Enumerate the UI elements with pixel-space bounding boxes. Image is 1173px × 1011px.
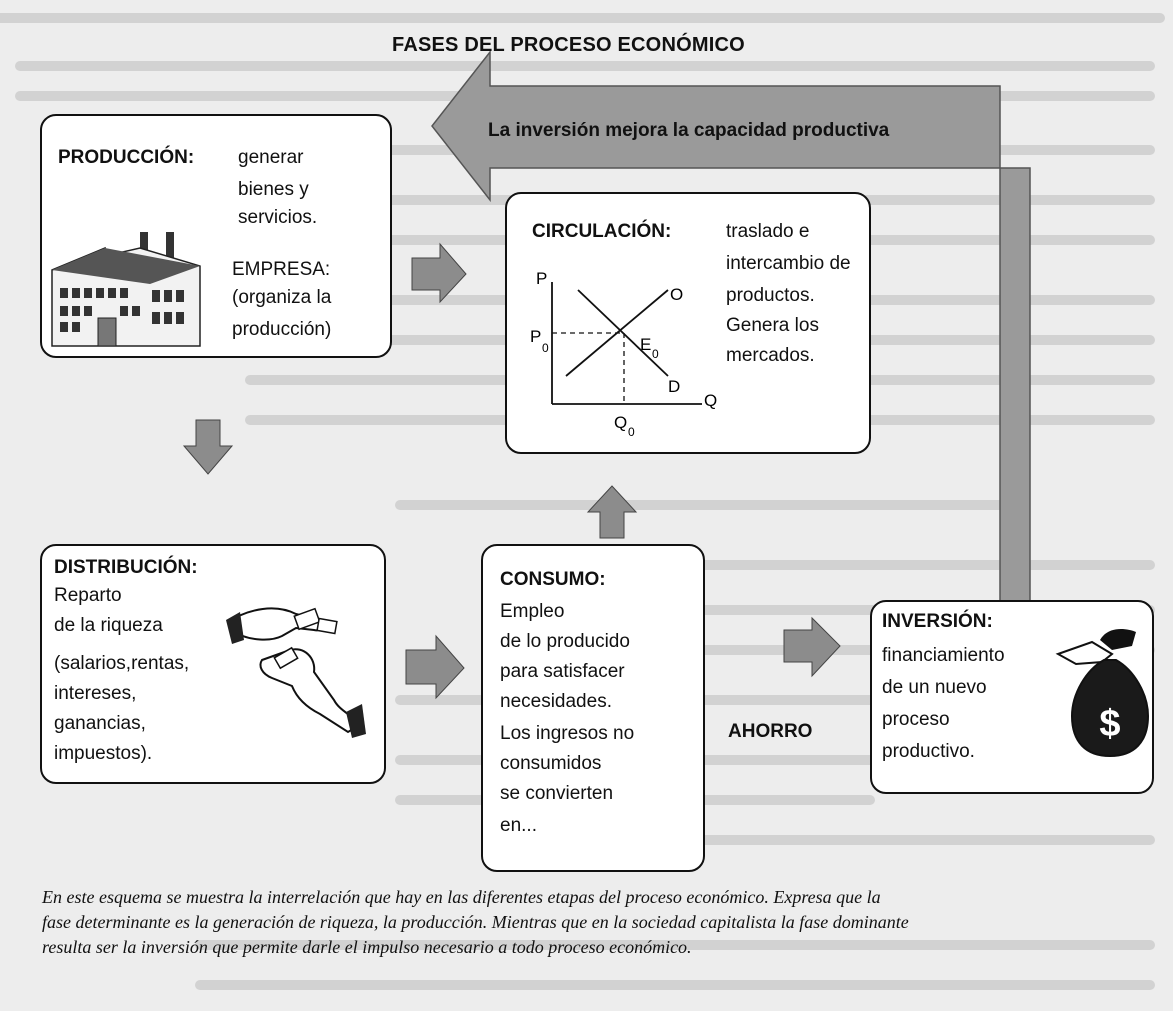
investment-line: productivo. [882,741,975,762]
investment-line: financiamiento [882,645,1005,666]
distribution-heading: DISTRIBUCIÓN: [54,557,198,578]
production-line: servicios. [238,207,318,228]
company-line: (organiza la [232,287,332,308]
label-d: D [668,377,681,396]
company-line: producción) [232,319,332,340]
consumption-line: se convierten [500,783,614,804]
distribution-line: (salarios,rentas, [54,653,190,674]
caption-line: resulta ser la inversión que permite darle el impulso necesario a todo proceso económico. [42,937,692,957]
label-q0: Q [614,413,628,432]
label-p0-sub: 0 [542,341,549,355]
distribution-line: de la riqueza [54,615,163,636]
page-title: FASES DEL PROCESO ECONÓMICO [392,34,745,56]
feedback-arrow-label: La inversión mejora la capacidad productiva [488,120,890,141]
production-heading: PRODUCCIÓN: [58,147,195,168]
label-p0: P [530,327,542,346]
consumption-line: Empleo [500,601,565,622]
caption-line: En este esquema se muestra la interrelación que hay en las diferentes etapas del proceso económico. Expresa que la [42,887,881,907]
label-q: Q [704,391,718,410]
production-line: bienes y [238,179,309,200]
label-o: O [670,285,684,304]
consumption-line: para satisfacer [500,661,625,682]
label-e0: E [640,335,652,354]
circulation-line: mercados. [726,345,815,366]
label-q0-sub: 0 [628,425,635,439]
circulation-line: productos. [726,285,815,306]
consumption-line: necesidades. [500,691,612,712]
distribution-line: ganancias, [54,713,146,734]
dollar-sign: $ [1099,703,1121,745]
consumption-line: Los ingresos no [500,723,635,744]
distribution-line: intereses, [54,683,137,704]
caption-line: fase determinante es la generación de riqueza, la producción. Mientras que en la sociedad capitalista la fase dominante [42,912,909,932]
consumption-line: consumidos [500,753,602,774]
investment-line: de un nuevo [882,677,987,698]
saving-label: AHORRO [728,721,813,742]
circulation-line: traslado e [726,221,810,242]
investment-heading: INVERSIÓN: [882,611,993,632]
circulation-line: intercambio de [726,253,851,274]
label-e0-sub: 0 [652,347,659,361]
distribution-line: Reparto [54,585,122,606]
production-line: generar [238,147,304,168]
company-line: EMPRESA: [232,259,331,280]
circulation-heading: CIRCULACIÓN: [532,221,672,242]
distribution-line: impuestos). [54,743,153,764]
caption [42,885,1152,960]
consumption-line: en... [500,815,537,836]
consumption-line: de lo producido [500,631,630,652]
consumption-heading: CONSUMO: [500,569,606,590]
label-p: P [536,269,548,288]
investment-line: proceso [882,709,950,730]
circulation-line: Genera los [726,315,819,336]
